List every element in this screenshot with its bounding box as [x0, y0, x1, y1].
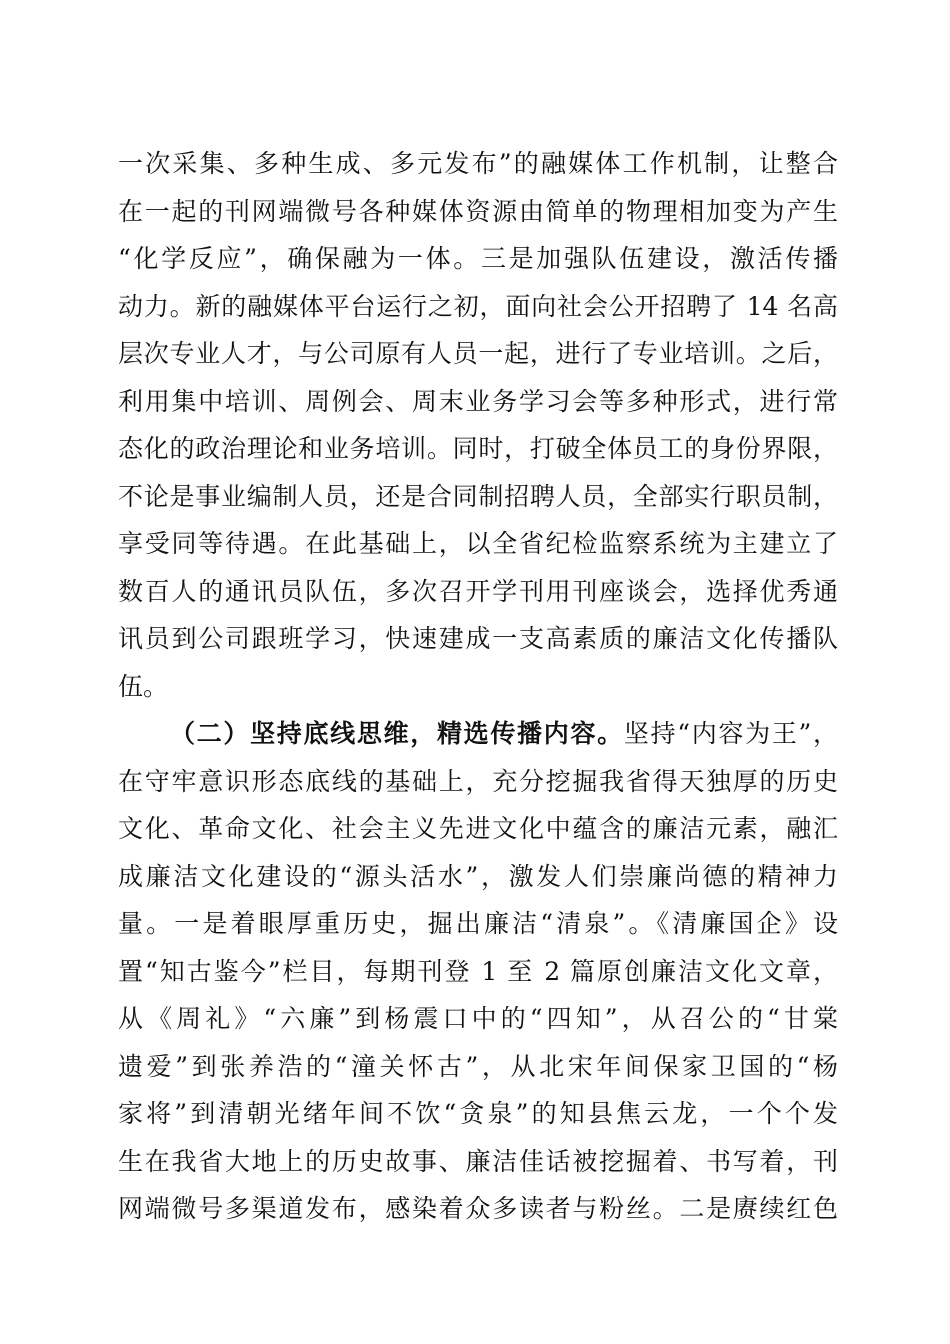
- text-line: 从《周礼》“六廉”到杨震口中的“四知”，从召公的“甘棠: [118, 1004, 838, 1033]
- paragraph-2-lead: 坚持“内容为王”，: [623, 719, 838, 748]
- text-line: 态化的政治理论和业务培训。同时，打破全体员工的身份界限，: [118, 434, 838, 463]
- text-line: 层次专业人才，与公司原有人员一起，进行了专业培训。之后，: [118, 339, 838, 368]
- text-line: 置“知古鉴今”栏目，每期刊登 1 至 2 篇原创廉洁文化文章，: [118, 956, 838, 986]
- text-line: 网端微号多渠道发布，感染着众多读者与粉丝。二是赓续红色: [118, 1194, 838, 1223]
- text-line: 遗爱”到张养浩的“潼关怀古”，从北宋年间保家卫国的“杨: [118, 1051, 838, 1081]
- text-line: 伍。: [118, 671, 169, 701]
- text-line: 文化、革命文化、社会主义先进文化中蕴含的廉洁元素，融汇: [118, 814, 838, 843]
- text-line: “化学反应”，确保融为一体。三是加强队伍建设，激活传播: [118, 244, 838, 273]
- paragraph-2-first-line: [118, 710, 838, 758]
- text-line: 量。一是着眼厚重历史，掘出廉洁“清泉”。《清廉国企》设: [118, 909, 838, 938]
- text-line: 生在我省大地上的历史故事、廉洁佳话被挖掘着、书写着，刊: [118, 1146, 838, 1176]
- text-line: 家将”到清朝光绪年间不饮“贪泉”的知县焦云龙，一个个发: [118, 1099, 838, 1128]
- text-line: 动力。新的融媒体平台运行之初，面向社会公开招聘了 14 名高: [118, 291, 838, 321]
- text-line: 在守牢意识形态底线的基础上，充分挖掘我省得天独厚的历史: [118, 766, 838, 796]
- section-heading: （二）坚持底线思维，精选传播内容。: [170, 719, 624, 748]
- body-text: [118, 140, 838, 1233]
- text-line: 一次采集、多种生成、多元发布”的融媒体工作机制，让整合: [118, 149, 838, 178]
- text-line: 利用集中培训、周例会、周末业务学习会等多种形式，进行常: [118, 386, 838, 416]
- text-line: 讯员到公司跟班学习，快速建成一支高素质的廉洁文化传播队: [118, 624, 838, 653]
- text-line: 成廉洁文化建设的“源头活水”，激发人们崇廉尚德的精神力: [118, 861, 838, 891]
- text-line: 享受同等待遇。在此基础上，以全省纪检监察系统为主建立了: [118, 529, 838, 558]
- text-line: 在一起的刊网端微号各种媒体资源由简单的物理相加变为产生: [118, 196, 838, 226]
- text-line: 数百人的通讯员队伍，多次召开学刊用刊座谈会，选择优秀通: [118, 576, 838, 606]
- text-line: 不论是事业编制人员，还是合同制招聘人员，全部实行职员制，: [118, 481, 838, 511]
